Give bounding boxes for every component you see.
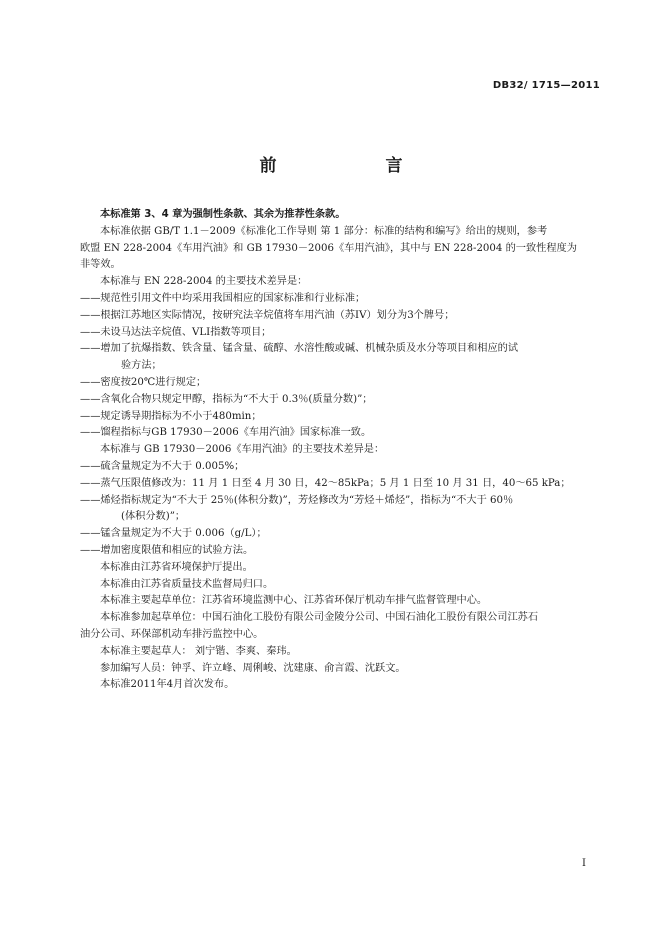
paragraph-line: 参加编写人员：钟孚、许立峰、周俐峻、沈建康、俞言霞、沈跃文。 [100, 662, 406, 674]
difference-item: ——密度按20℃进行规定； [80, 376, 207, 388]
paragraph-line: 欧盟 EN 228-2004《车用汽油》和 GB 17930－2006《车用汽油》，其中与 EN 228-2004 的一致性程度为 [80, 242, 577, 254]
difference-item: ——含氧化合物只规定甲醇，指标为“不大于 0.3％(质量分数)”； [80, 393, 373, 405]
difference-item: ——锰含量规定为不大于 0.006（g/L）； [80, 528, 267, 540]
difference-item: ——未设马达法辛烷值、VLI指数等项目； [80, 326, 272, 338]
paragraph-line: 本标准由江苏省质量技术监督局归口。 [100, 578, 274, 590]
document-code: DB32/ 1715—2011 [492, 80, 600, 91]
paragraph-line: 油分公司、环保部机动车排污监控中心。 [80, 628, 264, 640]
difference-item: ——硫含量规定为不大于 0.005%； [80, 460, 245, 472]
difference-item: ——规范性引用文件中均采用我国相应的国家标准和行业标准； [80, 292, 366, 304]
paragraph-line: 非等效。 [80, 259, 121, 271]
paragraph-line: 本标准主要起草人： 刘宁锴、李爽、秦玮。 [100, 645, 297, 657]
difference-item: ——规定诱导期指标为不小于480min； [80, 410, 262, 422]
paragraph-line: 本标准与 EN 228-2004 的主要技术差异是： [100, 276, 308, 288]
difference-item: ——根据江苏地区实际情况，按研究法辛烷值将车用汽油（苏IV）划分为3个牌号； [80, 309, 455, 321]
difference-item: ——增加密度限值和相应的试验方法。 [80, 544, 254, 556]
difference-item-continuation: 验方法； [121, 360, 162, 372]
difference-item-continuation: (体积分数)”； [121, 511, 186, 523]
paragraph-line: 本标准由江苏省环境保护厅提出。 [100, 561, 253, 573]
difference-item: ——增加了抗爆指数、铁含量、锰含量、硫醇、水溶性酸或碱、机械杂质及水分等项目和相应的试 [80, 343, 519, 355]
paragraph-line: 本标准主要起草单位：江苏省环境监测中心、江苏省环保厅机动车排气监督管理中心。 [100, 595, 488, 607]
paragraph-line: 本标准依据 GB/T 1.1－2009《标准化工作导则 第 1 部分：标准的结构和编写》给出的规则，参考 [100, 225, 548, 237]
page-title: 前 言 [259, 156, 449, 176]
page-number: I [582, 858, 586, 869]
paragraph-line: 本标准2011年4月首次发布。 [100, 679, 235, 691]
difference-item: ——烯烃指标规定为“不大于 25％(体积分数)”，芳烃修改为“芳烃＋烯烃”，指标为“不大于 60％ [80, 494, 514, 506]
mandatory-clause-notice: 本标准第 3、4 章为强制性条款、其余为推荐性条款。 [100, 209, 346, 220]
paragraph-line: 本标准参加起草单位：中国石油化工股份有限公司金陵分公司、中国石油化工股份有限公司江苏石 [100, 612, 539, 624]
paragraph-line: 本标准与 GB 17930－2006《车用汽油》的主要技术差异是： [100, 444, 385, 456]
difference-item: ——馏程指标与GB 17930－2006《车用汽油》国家标准一致。 [80, 427, 372, 439]
document-body [80, 207, 602, 694]
difference-item: ——蒸气压限值修改为：11 月 1 日至 4 月 30 日，42～85kPa；5 月 1 日至 10 月 31 日，40～65 kPa； [80, 477, 571, 489]
